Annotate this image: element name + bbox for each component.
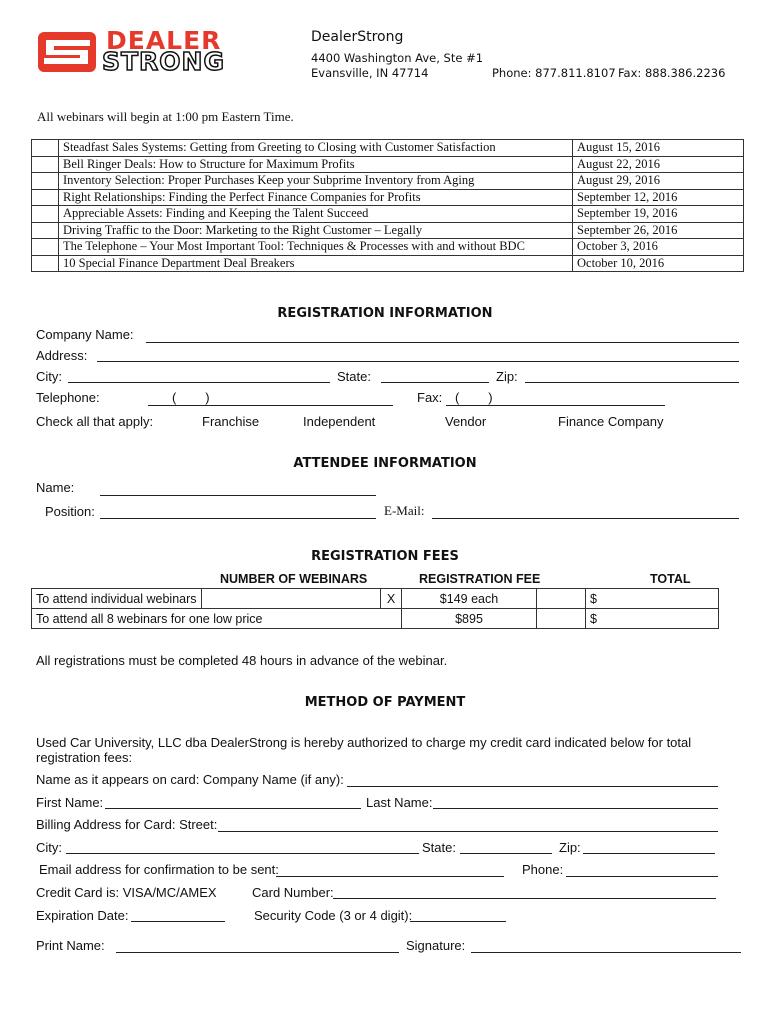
option-franchise[interactable]: Franchise	[202, 414, 260, 429]
fees-row1-total[interactable]: $	[586, 589, 719, 609]
fees-row1-count-field[interactable]	[202, 589, 381, 609]
fees-row-individual	[32, 589, 719, 609]
webinar-date: September 12, 2016	[573, 189, 744, 206]
zip-field[interactable]	[525, 382, 739, 383]
col-total: TOTAL	[650, 572, 691, 586]
billing-state-field[interactable]	[460, 853, 552, 854]
payment-phone-label: Phone:	[522, 862, 564, 877]
address-field[interactable]	[97, 361, 739, 362]
fees-row2-fee: $895	[402, 609, 537, 629]
payment-title: METHOD OF PAYMENT	[304, 695, 466, 710]
city-field[interactable]	[68, 382, 330, 383]
webinar-title: Driving Traffic to the Door: Marketing to the Right Customer – Legally	[59, 222, 573, 239]
webinar-date: October 3, 2016	[573, 239, 744, 256]
check-all-label: Check all that apply:	[36, 414, 154, 429]
webinar-select-cell[interactable]	[32, 156, 59, 173]
webinar-select-cell[interactable]	[32, 255, 59, 272]
company-name-field[interactable]	[146, 342, 739, 343]
webinar-title: Steadfast Sales Systems: Getting from Greeting to Closing with Customer Satisfaction	[59, 140, 573, 157]
first-name-field[interactable]	[105, 808, 361, 809]
fees-row2-label: To attend all 8 webinars for one low price	[32, 609, 402, 629]
billing-street-label: Billing Address for Card: Street:	[36, 817, 218, 832]
first-name-label: First Name:	[36, 795, 104, 810]
email-confirm-field[interactable]	[276, 876, 504, 877]
company-name-label: Company Name:	[36, 327, 134, 342]
card-number-field[interactable]	[333, 898, 716, 899]
webinar-select-cell[interactable]	[32, 239, 59, 256]
name-on-card-label: Name as it appears on card: Company Name (if any):	[36, 772, 344, 787]
logo-text-dealer: DEALER	[106, 26, 222, 55]
attendee-title: ATTENDEE INFORMATION	[293, 456, 477, 471]
option-vendor[interactable]: Vendor	[445, 414, 487, 429]
fees-row1-fee: $149 each	[402, 589, 537, 609]
last-name-field[interactable]	[433, 808, 718, 809]
fees-row1-x: X	[381, 589, 402, 609]
header-fax: Fax: 888.386.2236	[618, 66, 726, 80]
billing-city-label: City:	[36, 840, 62, 855]
registration-title: REGISTRATION INFORMATION	[277, 306, 493, 321]
webinar-date: September 26, 2016	[573, 222, 744, 239]
fees-note: All registrations must be completed 48 hours in advance of the webinar.	[36, 653, 448, 668]
telephone-field[interactable]	[148, 405, 393, 406]
webinar-title: Right Relationships: Finding the Perfect Finance Companies for Profits	[59, 189, 573, 206]
fees-row-all	[32, 609, 719, 629]
intro-text: All webinars will begin at 1:00 pm Eastern Time.	[37, 109, 294, 124]
billing-zip-field[interactable]	[583, 853, 715, 854]
telephone-area-code: ( )	[172, 390, 210, 405]
webinar-select-cell[interactable]	[32, 173, 59, 190]
logo-text-strong: STRONG	[102, 47, 226, 76]
fees-row1-label: To attend individual webinars	[32, 589, 202, 609]
signature-field[interactable]	[471, 952, 741, 953]
fees-row2-spacer	[537, 609, 586, 629]
webinar-select-cell[interactable]	[32, 222, 59, 239]
webinar-title: Appreciable Assets: Finding and Keeping the Talent Succeed	[59, 206, 573, 223]
attendee-name-label: Name:	[36, 480, 75, 495]
company-name: DealerStrong	[311, 29, 404, 45]
print-name-field[interactable]	[116, 952, 399, 953]
attendee-position-label: Position:	[45, 504, 95, 519]
security-code-field[interactable]	[410, 921, 506, 922]
last-name-label: Last Name:	[366, 795, 433, 810]
payment-phone-field[interactable]	[566, 876, 718, 877]
webinar-schedule-table	[31, 139, 744, 272]
header-phone: Phone: 877.811.8107	[492, 66, 616, 80]
webinar-title: The Telephone – Your Most Important Tool: Techniques & Processes with and without BDC	[59, 239, 573, 256]
billing-street-field[interactable]	[218, 831, 718, 832]
webinar-select-cell[interactable]	[32, 140, 59, 157]
fees-table	[31, 588, 719, 629]
name-on-card-field[interactable]	[347, 786, 718, 787]
expiration-label: Expiration Date:	[36, 908, 129, 923]
webinar-title: Bell Ringer Deals: How to Structure for Maximum Profits	[59, 156, 573, 173]
attendee-email-label: E-Mail:	[384, 503, 425, 518]
fees-row2-total[interactable]: $	[586, 609, 719, 629]
attendee-email-field[interactable]	[432, 518, 739, 519]
webinar-row	[32, 156, 744, 173]
webinar-row	[32, 206, 744, 223]
webinar-row	[32, 255, 744, 272]
city-label: City:	[36, 369, 62, 384]
option-finance-company[interactable]: Finance Company	[558, 414, 664, 429]
billing-city-field[interactable]	[66, 853, 419, 854]
webinar-date: October 10, 2016	[573, 255, 744, 272]
email-confirm-label: Email address for confirmation to be sent:	[39, 862, 279, 877]
webinar-row	[32, 140, 744, 157]
webinar-date: August 29, 2016	[573, 173, 744, 190]
webinar-row	[32, 222, 744, 239]
webinar-select-cell[interactable]	[32, 206, 59, 223]
option-independent[interactable]: Independent	[303, 414, 376, 429]
webinar-date: September 19, 2016	[573, 206, 744, 223]
fax-field[interactable]	[446, 405, 665, 406]
webinar-row	[32, 173, 744, 190]
telephone-label: Telephone:	[36, 390, 100, 405]
col-registration-fee: REGISTRATION FEE	[419, 572, 541, 586]
address-line-2: Evansville, IN 47714	[311, 66, 429, 80]
address-line-1: 4400 Washington Ave, Ste #1	[311, 51, 484, 65]
payment-authorization-text: Used Car University, LLC dba DealerStrong is hereby authorized to charge my credit card indicated below for total registration fees:	[36, 735, 692, 765]
billing-state-label: State:	[422, 840, 456, 855]
webinar-date: August 22, 2016	[573, 156, 744, 173]
fax-label: Fax:	[417, 390, 443, 405]
col-number-webinars: NUMBER OF WEBINARS	[220, 572, 368, 586]
webinar-title: Inventory Selection: Proper Purchases Keep your Subprime Inventory from Aging	[59, 173, 573, 190]
address-label: Address:	[36, 348, 88, 363]
attendee-name-field[interactable]	[100, 495, 376, 496]
card-type-label: Credit Card is: VISA/MC/AMEX	[36, 885, 217, 900]
expiration-field[interactable]	[131, 921, 225, 922]
attendee-position-field[interactable]	[100, 518, 376, 519]
webinar-date: August 15, 2016	[573, 140, 744, 157]
webinar-row	[32, 239, 744, 256]
billing-zip-label: Zip:	[559, 840, 581, 855]
fees-title: REGISTRATION FEES	[311, 549, 459, 564]
state-label: State:	[337, 369, 371, 384]
webinar-row	[32, 189, 744, 206]
card-number-label: Card Number:	[252, 885, 334, 900]
state-field[interactable]	[381, 382, 489, 383]
signature-label: Signature:	[406, 938, 466, 953]
zip-label: Zip:	[496, 369, 518, 384]
security-code-label: Security Code (3 or 4 digit):	[254, 908, 413, 923]
fax-area-code: ( )	[455, 390, 493, 405]
webinar-title: 10 Special Finance Department Deal Breakers	[59, 255, 573, 272]
webinar-select-cell[interactable]	[32, 189, 59, 206]
fees-row1-spacer	[537, 589, 586, 609]
print-name-label: Print Name:	[36, 938, 105, 953]
